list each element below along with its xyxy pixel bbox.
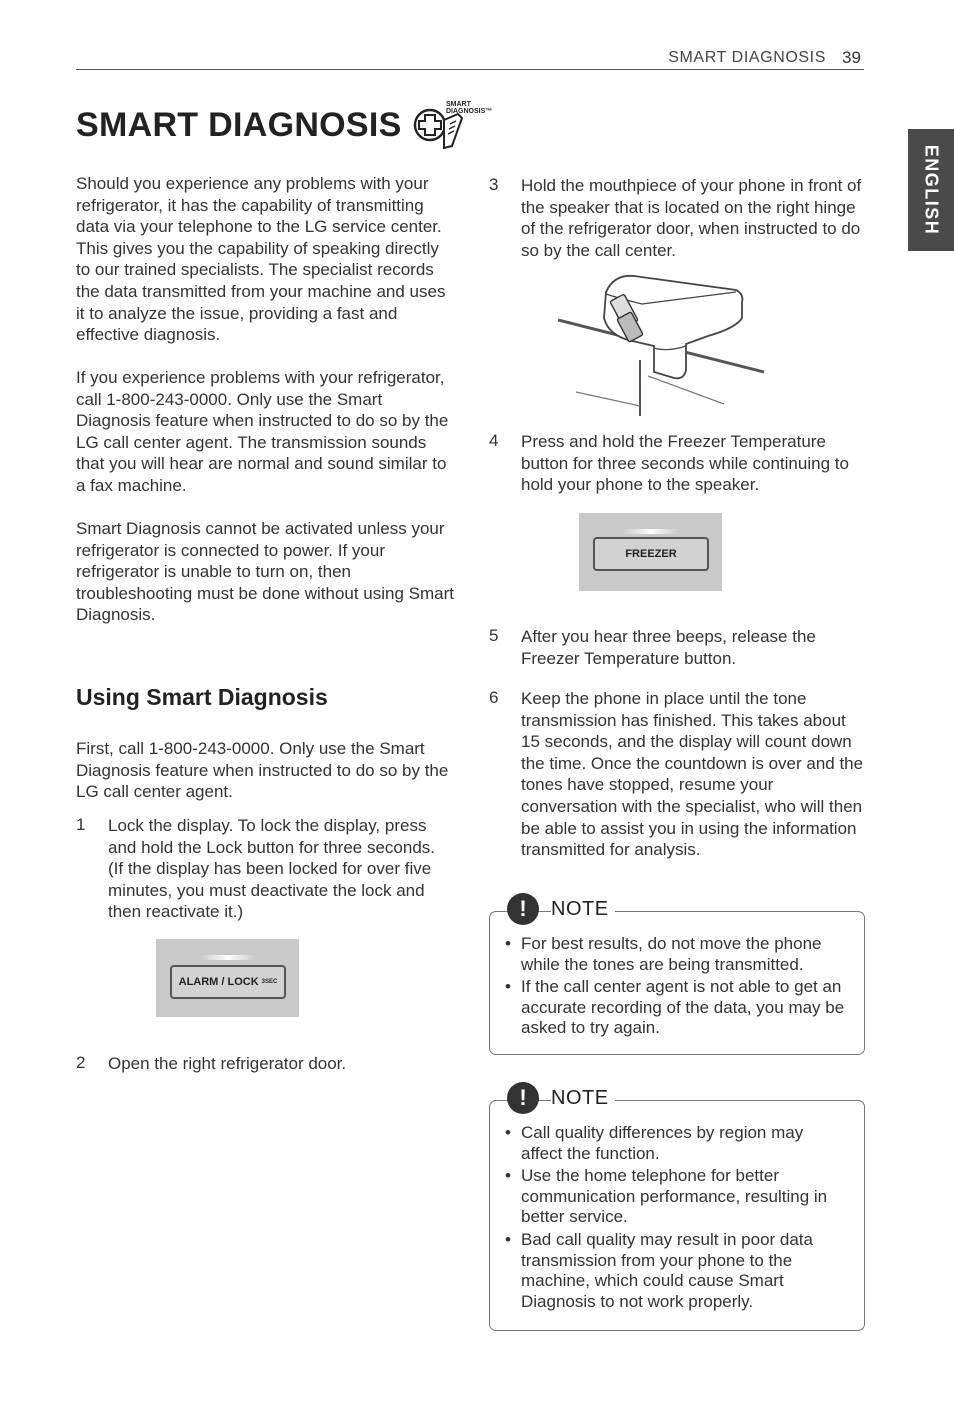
phone-plus-icon	[410, 98, 502, 156]
step-6-text: Keep the phone in place until the tone transmission has finished. This takes about 15 seconds, and the display will count down the time. Once the countdown is over and the tones have stopped, resume your conversation with the specialist, who will then be able to assist you in using the information transmitted for analysis.	[521, 689, 864, 860]
step-5-number: 5	[489, 626, 499, 645]
step-3-number: 3	[489, 175, 499, 194]
freezer-button: FREEZER	[593, 537, 709, 571]
exclamation-icon: !	[507, 893, 539, 925]
intro-paragraph-3: Smart Diagnosis cannot be activated unless your refrigerator is connected to power. If your refrigerator is unable to turn on, then troubleshooting must be done without using Smart Diagnosis.	[76, 519, 455, 625]
note-2-label: NOTE	[551, 1087, 615, 1110]
alarm-lock-label: ALARM / LOCK	[178, 976, 259, 988]
freezer-panel	[579, 513, 722, 591]
alarm-lock-button	[170, 965, 286, 999]
note-1-item: • If the call center agent is not able to get an accurate recording of the data, you may be asked to try again.	[505, 977, 850, 1039]
alarm-lock-panel	[156, 939, 299, 1017]
header-divider	[76, 69, 864, 70]
step-1-number: 1	[76, 815, 86, 834]
header-section-title: SMART DIAGNOSIS	[668, 49, 826, 66]
intro-paragraph-2: If you experience problems with your refrigerator, call 1-800-243-0000. Only use the Smart Diagnosis feature when instructed to do so by the LG call center agent. The transmission sounds that you will hear are normal and sound similar to a fax machine.	[76, 368, 449, 495]
note-1-list	[505, 934, 850, 1041]
logo-text-line1: SMART	[446, 101, 471, 108]
step-3-text: Hold the mouthpiece of your phone in front of the speaker that is located on the right hinge of the refrigerator door, when instructed to do so by the call center.	[521, 176, 862, 260]
page-title: SMART DIAGNOSIS	[76, 106, 402, 144]
step-4-text: Press and hold the Freezer Temperature button for three seconds while continuing to hold your phone to the speaker.	[521, 432, 849, 495]
step-6-number: 6	[489, 688, 499, 707]
note-2-item: • Call quality differences by region may affect the function.	[505, 1123, 835, 1164]
exclamation-icon: !	[507, 1082, 539, 1114]
intro-paragraph-1: Should you experience any problems with your refrigerator, it has the capability of transmitting data via your telephone to the LG service center. This gives you the capability of speaking directly to our trained specialists. The specialist records the data transmitted from your machine and uses it to analyze the issue, providing a fast and effective diagnosis.	[76, 174, 446, 345]
note-2-list	[505, 1123, 835, 1314]
step-1-text: Lock the display. To lock the display, press and hold the Lock button for three seconds. (If the display has been locked for over five minutes, you must deactivate the lock and then reactivate it.)	[108, 816, 436, 922]
note-2-header	[507, 1082, 615, 1114]
note-1-item: • For best results, do not move the phone while the tones are being transmitted.	[505, 934, 850, 975]
logo-text-line2: DIAGNOSIS™	[446, 108, 493, 115]
language-tab-label: ENGLISH	[921, 144, 942, 236]
page-number: 39	[842, 48, 861, 67]
note-2-item: • Use the home telephone for better communication performance, resulting in better service.	[505, 1166, 835, 1228]
note-1-header	[507, 893, 615, 925]
step-4-number: 4	[489, 431, 499, 450]
smart-diagnosis-logo	[410, 98, 502, 156]
step-2-text: Open the right refrigerator door.	[108, 1054, 347, 1073]
hinge-phone-illustration	[558, 270, 768, 418]
step-2-number: 2	[76, 1053, 86, 1072]
step-5-text: After you hear three beeps, release the Freezer Temperature button.	[521, 627, 816, 668]
panel-indicator-light	[623, 529, 679, 534]
note-1-label: NOTE	[551, 898, 615, 921]
section-heading-using: Using Smart Diagnosis	[76, 684, 328, 710]
alarm-lock-sublabel: 3SEC	[261, 979, 278, 985]
note-2-item: • Bad call quality may result in poor data transmission from your phone to the machine, which could cause Smart Diagnosis to not work properly.	[505, 1230, 835, 1312]
language-tab	[908, 129, 954, 251]
using-intro: First, call 1-800-243-0000. Only use the Smart Diagnosis feature when instructed to do so by the LG call center agent.	[76, 739, 449, 802]
panel-indicator-light	[200, 955, 256, 960]
